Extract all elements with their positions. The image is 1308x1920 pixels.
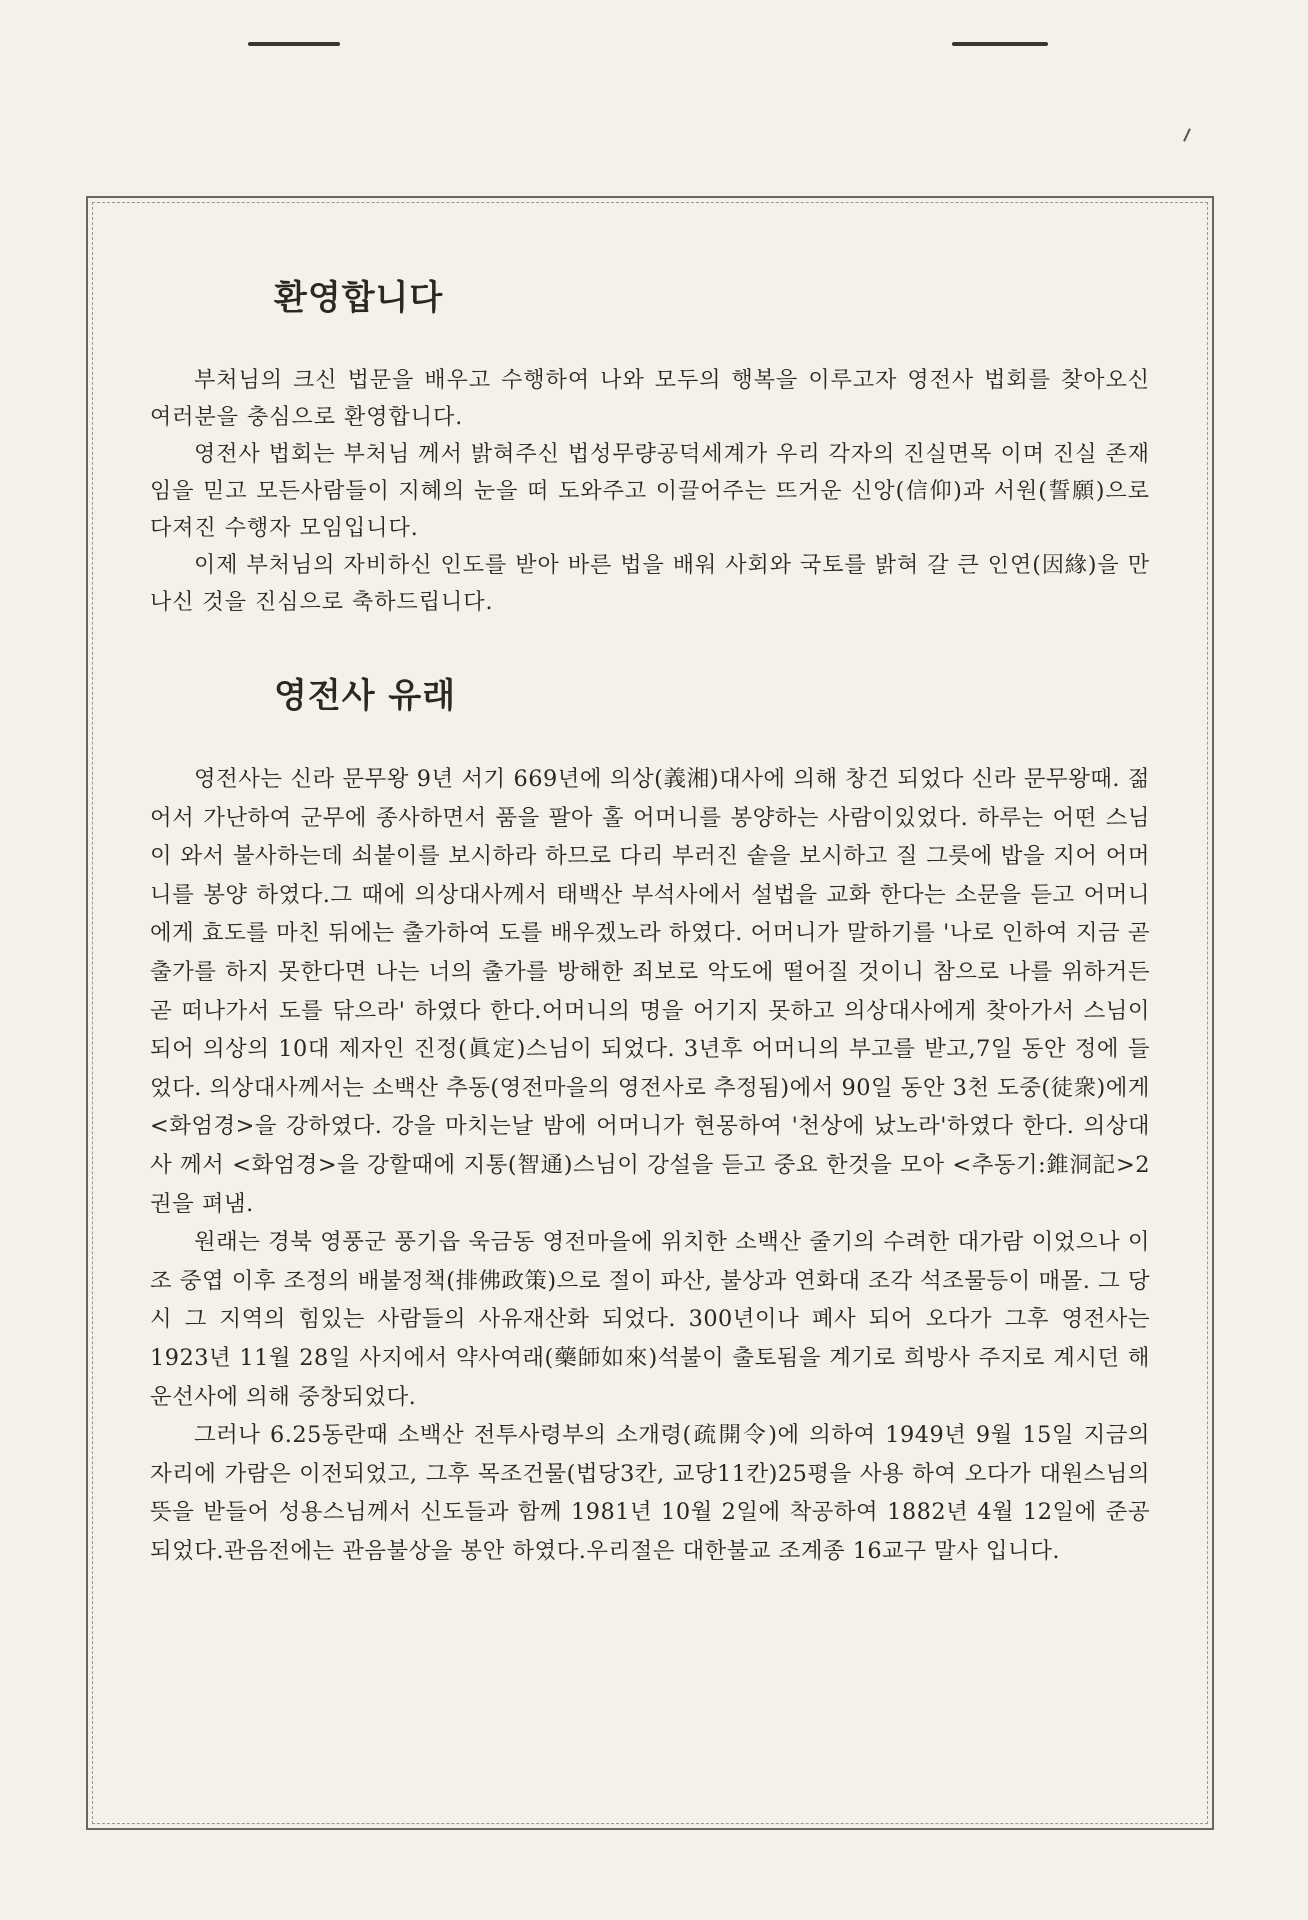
history-paragraph-3: 그러나 6.25동란때 소백산 전투사령부의 소개령(疏開令)에 의하여 1949년 9월 15일 지금의 자리에 가람은 이전되었고, 그후 목조건물(법당3칸, 교당11칸)25평을 사용 하여 오다가 대원스님의 뜻을 받들어 성용스님께서 신도들과 함께 1981년 10월 2일에 착공하여 1882년 4월 12일에 준공되었다.관음전에는 관음불상을 봉안 하였다.우리절은 대한불교 조계종 16교구 말사 입니다. (150, 1422, 1150, 1564)
welcome-paragraph-2: 영전사 법회는 부처님 께서 밝혀주신 법성무량공덕세계가 우리 각자의 진실면목 이며 진실 존재임을 믿고 모든사람들이 지혜의 눈을 떠 도와주고 이끌어주는 뜨거운 신앙(信仰)과 서원(誓願)으로 다져진 수행자 모임입니다. (150, 442, 1150, 541)
top-left-mark (248, 42, 340, 46)
history-section (150, 760, 1150, 1570)
pen-stroke-mark (1183, 128, 1191, 142)
welcome-paragraph-3: 이제 부처님의 자비하신 인도를 받아 바른 법을 배워 사회와 국토를 밝혀 갈 큰 인연(因緣)을 만나신 것을 진심으로 축하드립니다. (150, 553, 1150, 615)
history-paragraph-2: 원래는 경북 영풍군 풍기읍 욱금동 영전마을에 위치한 소백산 줄기의 수려한 대가람 이었으나 이조 중엽 이후 조정의 배불정책(排佛政策)으로 절이 파산, 불상과 연화대 조각 석조물등이 매몰. 그 당시 그 지역의 힘있는 사람들의 사유재산화 되었다. 300년이나 폐사 되어 오다가 그후 영전사는 1923년 11월 28일 사지에서 약사여래(藥師如來)석불이 출토됨을 계기로 희방사 주지로 계시던 해운선사에 의해 중창되었다. (150, 1229, 1150, 1410)
history-paragraph-1: 영전사는 신라 문무왕 9년 서기 669년에 의상(義湘)대사에 의해 창건 되었다 신라 문무왕때. 젊어서 가난하여 군무에 종사하면서 품을 팔아 홀 어머니를 봉양하는 사람이있었다. 하루는 어떤 스님이 와서 불사하는데 쇠붙이를 보시하라 하므로 다리 부러진 솥을 보시하고 질 그릇에 밥을 지어 어머니를 봉양 하였다.그 때에 의상대사께서 태백산 부석사에서 설법을 교화 한다는 소문을 듣고 어머니에게 효도를 마친 뒤에는 출가하여 도를 배우겠노라 하였다. 어머니가 말하기를 '나로 인하여 지금 곧 출가를 하지 못한다면 나는 너의 출가를 방해한 죄보로 악도에 떨어질 것이니 참으로 나를 위하거든 곧 떠나가서 도를 닦으라' 하였다 한다.어머니의 명을 어기지 못하고 의상대사에게 찾아가서 스님이 되어 의상의 10대 제자인 진정(眞定)스님이 되었다. 3년후 어머니의 부고를 받고,7일 동안 정에 들었다. 의상대사께서는 소백산 추동(영전마을의 영전사로 추정됨)에서 90일 동안 3천 도중(徒衆)에게 <화엄경>을 강하였다. 강을 마치는날 밤에 어머니가 현몽하여 '천상에 났노라'하였다 한다. 의상대사 께서 <화엄경>을 강할때에 지통(智通)스님이 강설을 듣고 중요 한것을 모아 <추동기:錐洞記>2권을 펴냄. (150, 766, 1150, 1217)
history-title: 영전사 유래 (274, 676, 457, 716)
top-right-mark (952, 42, 1048, 46)
welcome-paragraph-1: 부처님의 크신 법문을 배우고 수행하여 나와 모두의 행복을 이루고자 영전사 법회를 찾아오신 여러분을 충심으로 환영합니다. (150, 368, 1150, 430)
welcome-section (150, 362, 1150, 621)
welcome-title: 환영합니다 (274, 278, 444, 318)
